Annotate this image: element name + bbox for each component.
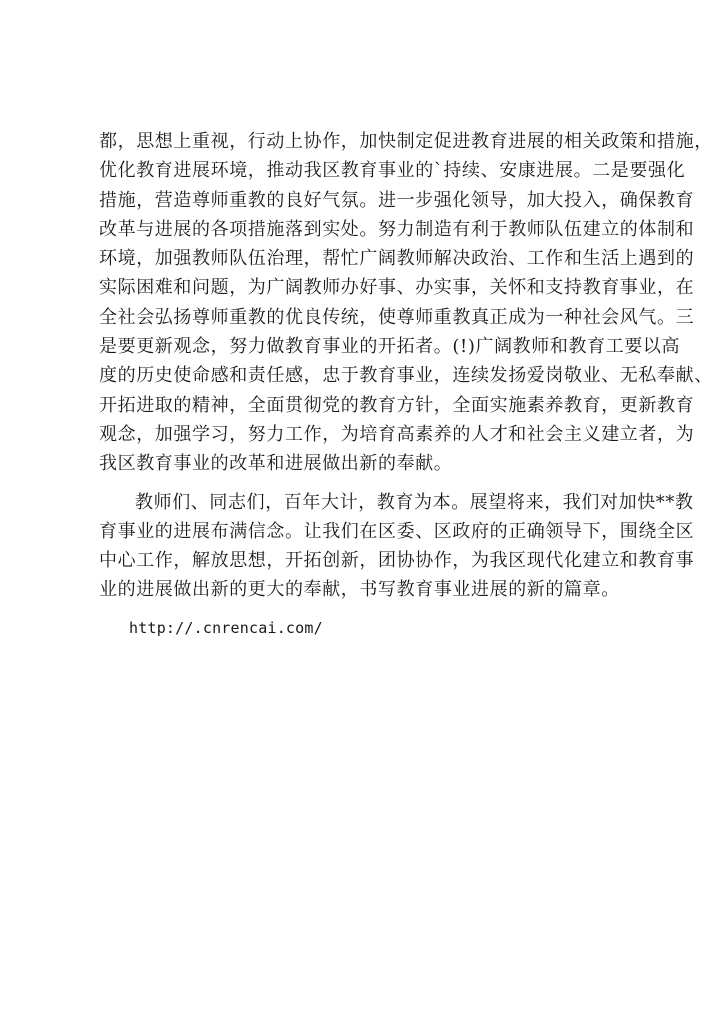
source-url: http://.cnrencai.com/ [129,618,323,637]
text-line: 开拓进取的精神，全面贯彻党的教育方针，全面实施素养教育，更新教育 [99,394,695,416]
text-line: 业的进展做出新的更大的奉献，书写教育事业进展的新的篇章。 [99,579,620,601]
text-line: 实际困难和问题，为广阔教师办好事、办实事，关怀和支持教育事业，在 [99,277,695,299]
text-line: 我区教育事业的改革和进展做出新的奉献。 [99,453,453,475]
paragraph-1 [99,127,713,479]
document-body [99,127,713,643]
text-line: 都，思想上重视，行动上协作，加快制定促进教育进展的相关政策和措施， [99,131,713,152]
text-line: 改革与进展的各项措施落到实处。努力制造有利于教师队伍建立的体制和 [99,218,695,240]
text-line: 教师们、同志们，百年大计，教育为本。展望将来，我们对加快**教 [135,491,694,513]
text-line: 优化教育进展环境，推动我区教育事业的`持续、安康进展。二是要强化 [99,160,686,182]
text-line: 育事业的进展布满信念。让我们在区委、区政府的正确领导下，围绕全区 [99,520,695,542]
text-line: 观念，加强学习，努力工作，为培育高素养的人才和社会主义建立者，为 [99,423,695,445]
text-line: 全社会弘扬尊师重教的优良传统，使尊师重教真正成为一种社会风气。三 [99,306,695,328]
text-line: 是要更新观念，努力做教育事业的开拓者。(!)广阔教师和教育工要以高 [99,336,681,358]
paragraph-gap [99,479,634,488]
paragraph-2 [99,488,695,605]
text-line: 措施，营造尊师重教的良好气氛。进一步强化领导，加大投入，确保教育 [99,189,695,211]
text-line: 环境，加强教师队伍治理，帮忙广阔教师解决政治、工作和生活上遇到的 [99,248,695,270]
text-line: 度的历史使命感和责任感，忠于教育事业，连续发扬爱岗敬业、无私奉献、 [99,365,713,387]
text-line: 中心工作，解放思想，开拓创新，团协协作，为我区现代化建立和教育事 [99,550,695,572]
